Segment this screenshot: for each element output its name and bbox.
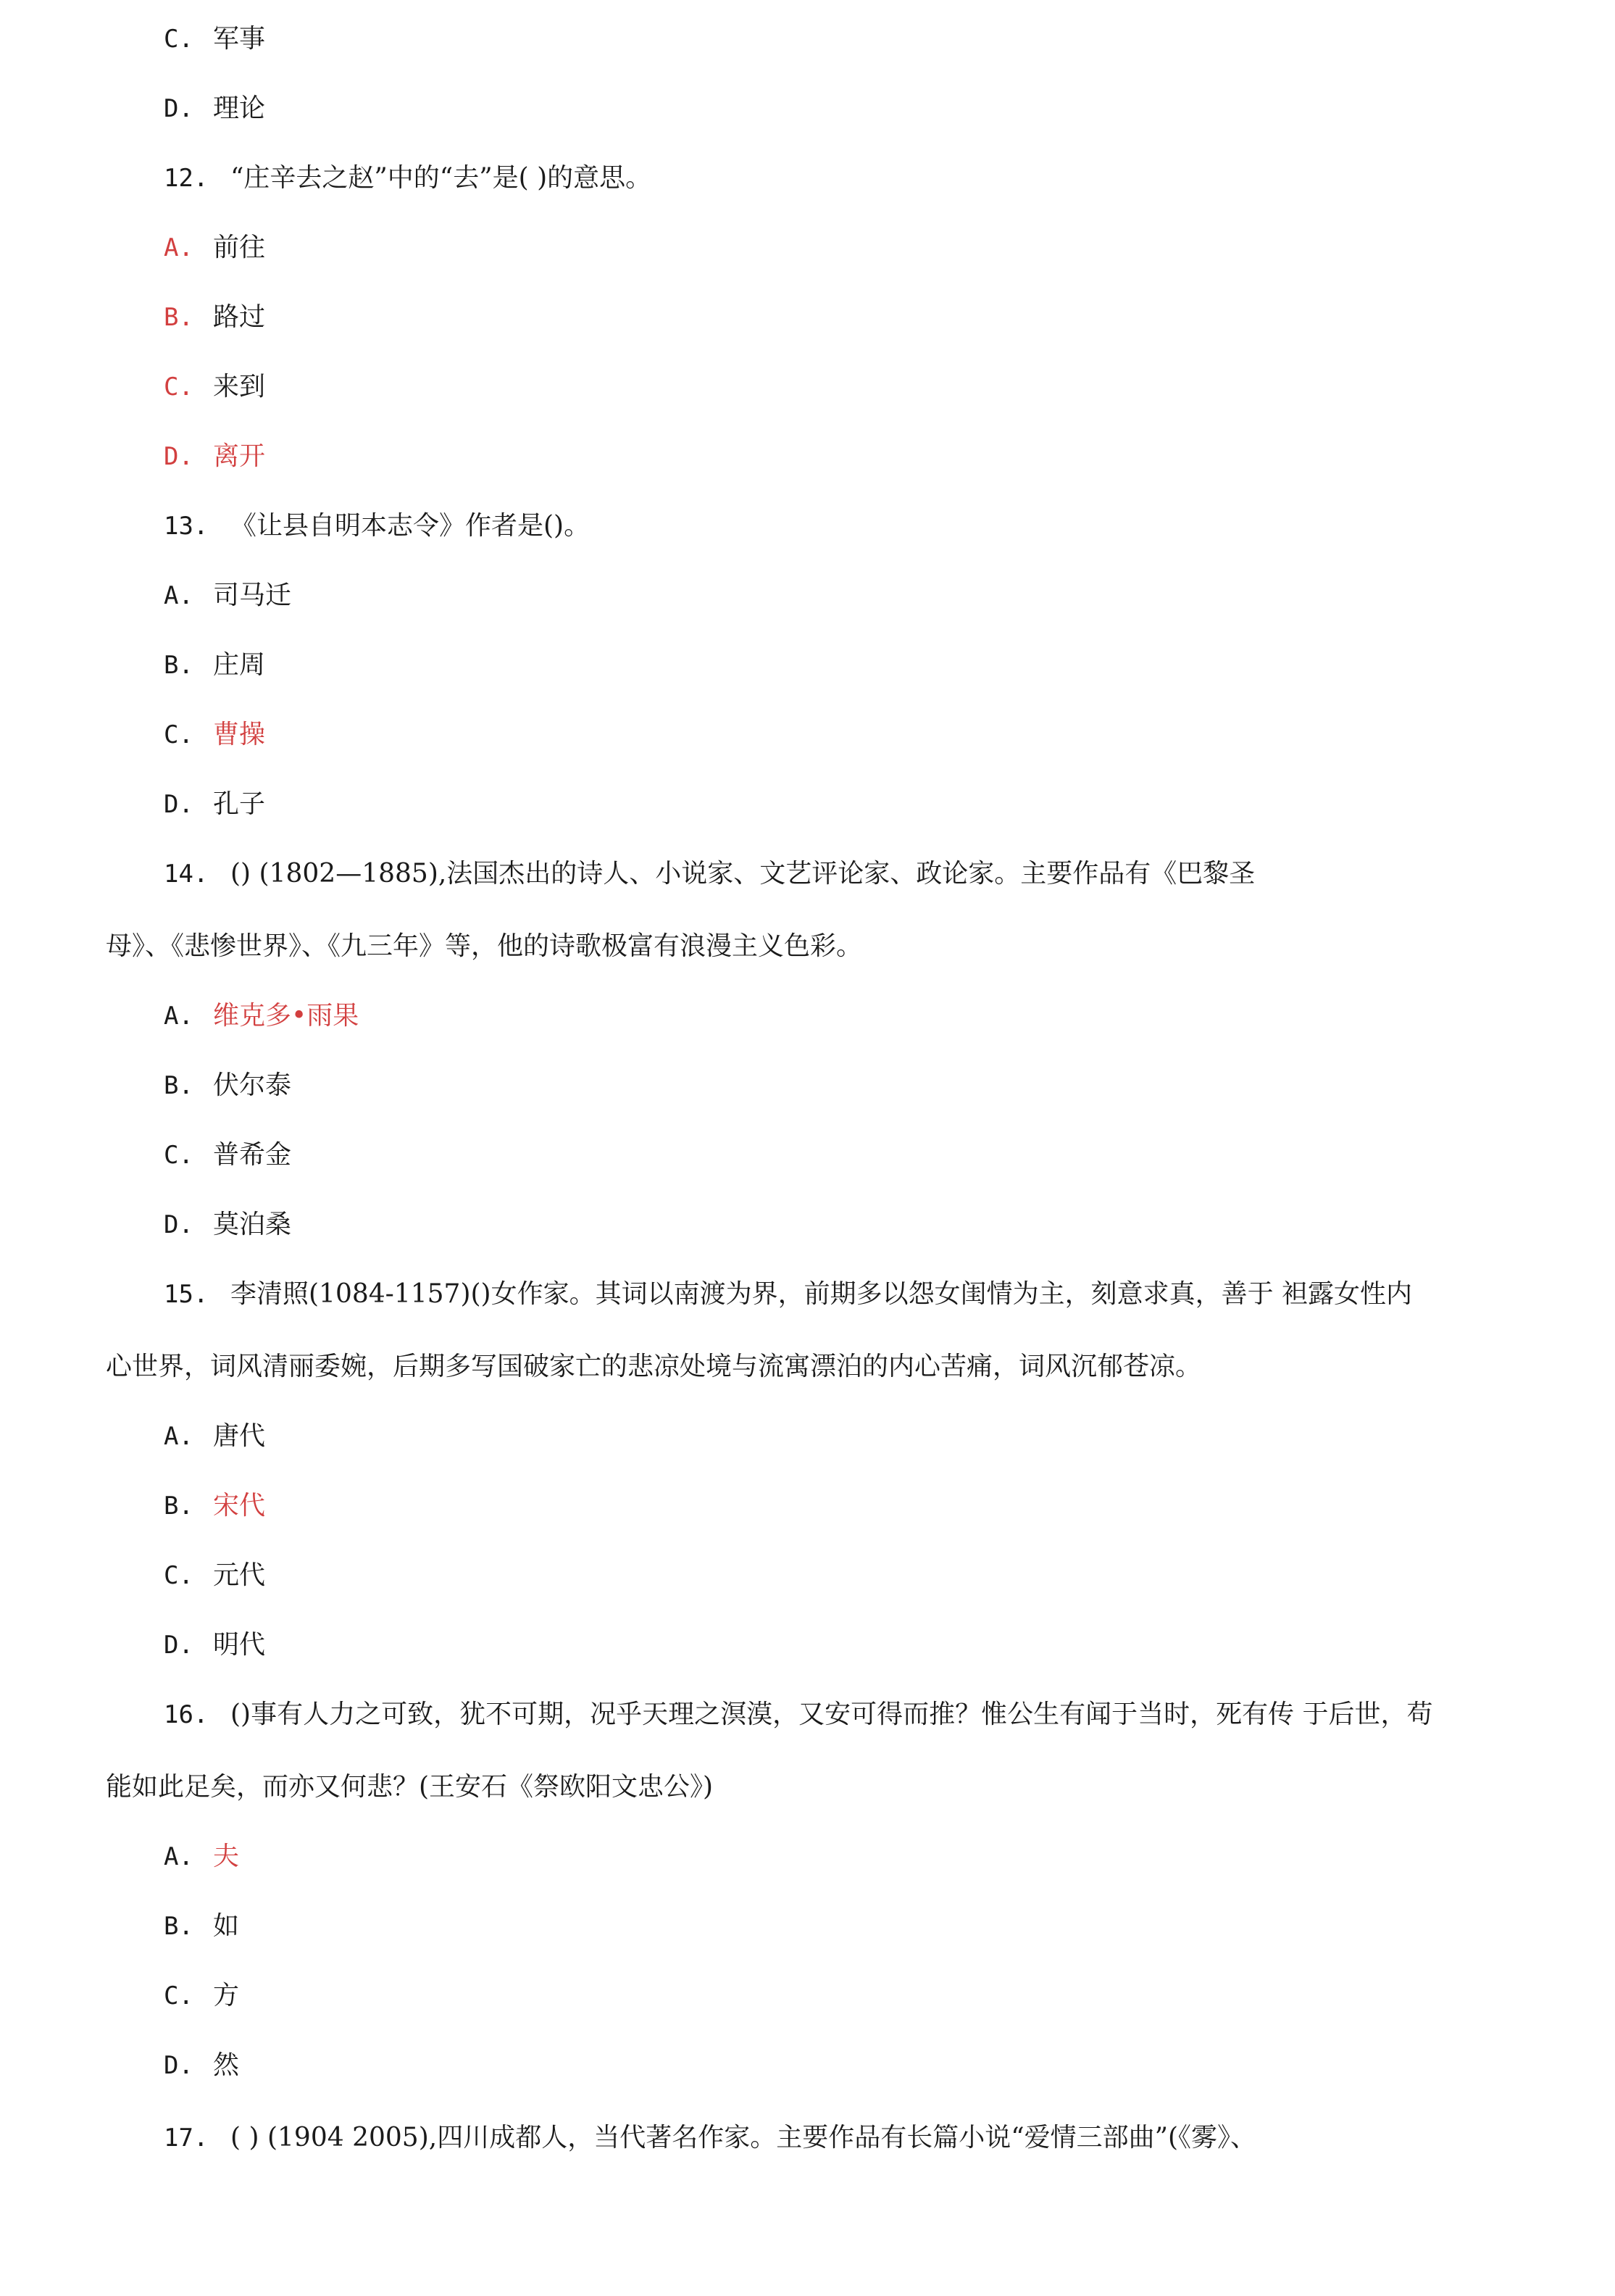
- q13-option-a-letter: A.: [164, 581, 193, 610]
- q16-stem-line2: 能如此足矣，而亦又何悲？(王安石《祭欧阳文忠公》): [106, 1772, 714, 1802]
- q15-option-a-text: 唐代: [213, 1421, 266, 1451]
- q15-number: 15.: [164, 1280, 209, 1309]
- q16-option-d-letter: D.: [164, 2051, 193, 2080]
- q12-option-d-letter: D.: [164, 442, 193, 471]
- q13-number: 13.: [164, 512, 209, 541]
- q15-option-c-letter: C.: [164, 1561, 193, 1590]
- q13-option-b-letter: B.: [164, 651, 193, 680]
- q16-option-c-letter: C.: [164, 1981, 193, 2010]
- q12-option-c-letter: C.: [164, 373, 193, 402]
- q14-option-a-text: 维克多•雨果: [213, 1001, 359, 1031]
- q13-option-d-letter: D.: [164, 790, 193, 819]
- q16-option-a-letter: A.: [164, 1842, 193, 1871]
- q13-option-c-letter: C.: [164, 720, 193, 749]
- q16-option-a-text: 夫: [213, 1842, 240, 1871]
- q15-stem-line1: 李清照(1084-1157)()女作家。其词以南渡为界，前期多以怨女闺情为主，刻意求真，善于 袒露女性内: [230, 1279, 1413, 1309]
- q12-option-b-text: 路过: [213, 302, 266, 332]
- q16-option-c-text: 方: [213, 1981, 240, 2010]
- q12-option-c-text: 来到: [213, 372, 266, 402]
- q12-option-d-text: 离开: [213, 441, 266, 471]
- q15-option-b-letter: B.: [164, 1492, 193, 1521]
- q14-option-a-letter: A.: [164, 1002, 193, 1031]
- q14-number: 14.: [164, 860, 209, 889]
- q14-option-b-text: 伏尔泰: [213, 1070, 292, 1100]
- q16-stem-line1: ()事有人力之可致，犹不可期，况乎天理之溟漠，又安可得而推？惟公生有闻于当时，死有传 于后世，苟: [230, 1700, 1433, 1729]
- q14-option-c-text: 普希金: [213, 1140, 292, 1170]
- q15-option-c-text: 元代: [213, 1560, 266, 1590]
- q14-option-d-text: 莫泊桑: [213, 1210, 292, 1239]
- q13-option-c-text: 曹操: [213, 720, 266, 749]
- q16-number: 16.: [164, 1700, 209, 1729]
- q12-option-b-letter: B.: [164, 303, 193, 332]
- q13-option-d-text: 孔子: [213, 789, 266, 819]
- q11-option-d-text: 理论: [213, 93, 266, 123]
- q12-option-a-text: 前往: [213, 233, 266, 262]
- q11-option-d-letter: D.: [164, 94, 193, 123]
- q13-option-b-text: 庄周: [213, 650, 266, 680]
- q13-option-a-text: 司马迁: [213, 581, 292, 610]
- q15-option-d-text: 明代: [213, 1630, 266, 1660]
- q17-number: 17.: [164, 2124, 209, 2152]
- q11-option-c-text: 军事: [213, 24, 266, 54]
- q11-option-c-letter: C.: [164, 25, 193, 54]
- q14-option-d-letter: D.: [164, 1210, 193, 1239]
- q14-stem-line2: 母》、《悲惨世界》、《九三年》等，他的诗歌极富有浪漫主义色彩。: [106, 931, 863, 961]
- q15-stem-line2: 心世界，词风清丽委婉，后期多写国破家亡的悲凉处境与流寓漂泊的内心苦痛，词风沉郁苍凉。: [106, 1352, 1202, 1381]
- q15-option-a-letter: A.: [164, 1422, 193, 1451]
- q15-option-d-letter: D.: [164, 1631, 193, 1660]
- q16-option-b-text: 如: [213, 1911, 240, 1941]
- q12-stem: “庄辛去之赵”中的“去”是( )的意思。: [230, 163, 652, 193]
- q17-stem-line1: ( ) (1904 2005),四川成都人，当代著名作家。主要作品有长篇小说“爱情三部曲”(《雾》、: [230, 2123, 1257, 2152]
- q15-option-b-text: 宋代: [213, 1491, 266, 1521]
- q12-option-a-letter: A.: [164, 233, 193, 262]
- q13-stem: 《让县自明本志令》作者是()。: [230, 511, 591, 541]
- q16-option-d-text: 然: [213, 2050, 240, 2080]
- q14-option-c-letter: C.: [164, 1141, 193, 1170]
- q14-stem-line1: () (1802—1885),法国杰出的诗人、小说家、文艺评论家、政论家。主要作品有《巴黎圣: [230, 859, 1256, 889]
- q12-number: 12.: [164, 164, 209, 193]
- q16-option-b-letter: B.: [164, 1912, 193, 1941]
- q14-option-b-letter: B.: [164, 1071, 193, 1100]
